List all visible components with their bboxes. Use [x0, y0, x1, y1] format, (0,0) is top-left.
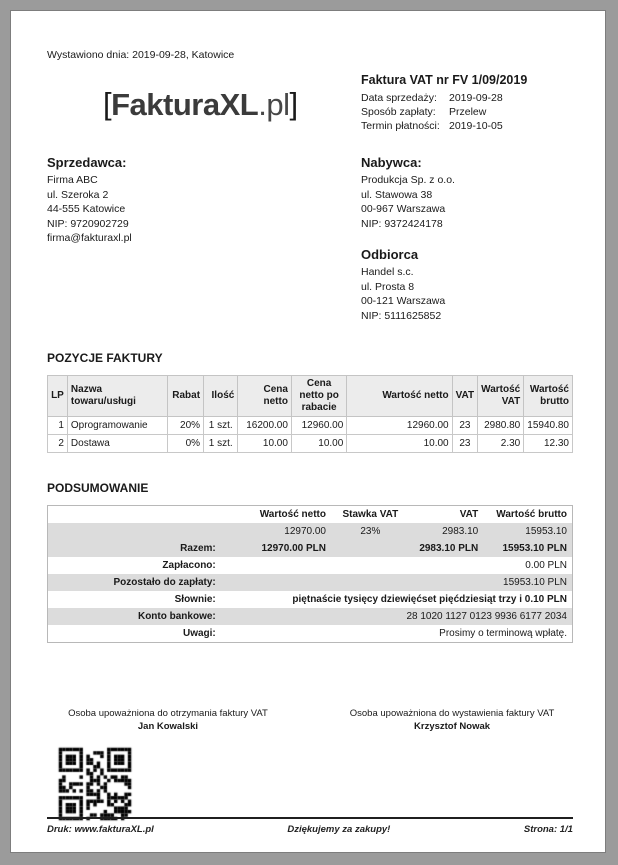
items-column-header: Wartość brutto: [524, 376, 573, 417]
footer-print-info: Druk: www.fakturaXL.pl: [47, 824, 154, 835]
summary-vat-row: [48, 523, 573, 540]
qr-code: [57, 746, 133, 822]
signature-name: Krzysztof Nowak: [414, 721, 491, 732]
items-table-cell: 10.00: [238, 435, 292, 453]
items-table-cell: 15940.80: [524, 417, 573, 435]
summary-bankaccount-row: [48, 608, 573, 625]
party-address-line: NIP: 9372424178: [361, 217, 443, 230]
items-table-cell: 2.30: [478, 435, 524, 453]
recipient-heading: Odbiorca: [361, 247, 419, 262]
summary-inwords-row: [48, 591, 573, 608]
meta-row-payment-method: [361, 105, 573, 119]
items-table-row: [48, 435, 573, 453]
items-table-cell: 10.00: [347, 435, 452, 453]
footer-thanks: Dziękujemy za zakupy!: [287, 824, 391, 835]
logo-tld-text: .pl: [258, 87, 290, 122]
notes-value: Prosimy o terminową wpłatę.: [439, 628, 567, 639]
logo-brand-text: FakturaXL: [111, 87, 259, 122]
items-table-cell: 0%: [167, 435, 203, 453]
meta-label: Termin płatności:: [361, 120, 440, 132]
total-vat: 2983.10 PLN: [419, 543, 479, 554]
logo-bracket-left: [: [103, 86, 112, 121]
items-table-cell: 20%: [167, 417, 203, 435]
summary-paid-row: [48, 557, 573, 574]
items-table-cell: 12.30: [524, 435, 573, 453]
signatures-row: [47, 707, 573, 733]
party-address-line: Handel s.c.: [361, 266, 414, 278]
party-address-line: ul. Stawowa 38: [361, 188, 433, 201]
vat-row-rate: 23%: [360, 526, 381, 537]
items-table-cell: 2: [48, 435, 68, 453]
items-table-cell: 12960.00: [291, 417, 346, 435]
vat-row-gross: 15953.10: [525, 526, 567, 537]
remaining-label: Pozostało do zapłaty:: [113, 577, 216, 588]
party-address-line: 00-967 Warszawa: [361, 203, 446, 215]
items-header-row: [48, 376, 573, 417]
party-address-line: firma@fakturaxl.pl: [47, 232, 132, 244]
logo-bracket-right: ]: [289, 86, 298, 121]
items-column-header: Wartość netto: [347, 376, 452, 417]
summary-section-heading: PODSUMOWANIE: [47, 481, 149, 495]
items-table-head: [48, 376, 573, 417]
paid-label: Zapłacono:: [162, 560, 216, 571]
meta-row-due-date: [361, 119, 573, 133]
notes-label: Uwagi:: [182, 628, 216, 639]
items-column-header: VAT: [452, 376, 478, 417]
paid-value: 0.00 PLN: [525, 560, 567, 571]
summary-table: [47, 505, 573, 643]
seller-heading: Sprzedawca:: [47, 155, 127, 170]
meta-row-sale-date: [361, 91, 573, 105]
items-column-header: Cena netto: [238, 376, 292, 417]
party-address-line: Firma ABC: [47, 174, 98, 186]
total-gross: 15953.10 PLN: [502, 543, 567, 554]
party-address-line: NIP: 9720902729: [47, 217, 129, 230]
items-table-cell: 1: [48, 417, 68, 435]
items-table-row: [48, 417, 573, 435]
signature-issuer: [331, 707, 573, 733]
items-table-cell: 23: [452, 417, 478, 435]
items-column-header: Cena netto po rabacie: [291, 376, 346, 417]
items-table-cell: 1 szt.: [204, 435, 238, 453]
party-address-line: NIP: 5111625852: [361, 309, 442, 322]
items-column-header: Rabat: [167, 376, 203, 417]
items-table-cell: 12960.00: [347, 417, 452, 435]
remaining-value: 15953.10 PLN: [503, 577, 567, 588]
header-row: [47, 63, 573, 133]
summary-col-vat: VAT: [410, 506, 484, 524]
summary-col-rate: Stawka VAT: [331, 506, 410, 524]
items-table-body: [48, 417, 573, 453]
items-column-header: Ilość: [204, 376, 238, 417]
buyer-heading: Nabywca:: [361, 155, 422, 170]
signature-caption: Osoba upoważniona do wystawienia faktury VAT: [349, 708, 555, 719]
summary-col-empty: [48, 506, 221, 524]
meta-label: Data sprzedaży:: [361, 92, 437, 104]
buyer-lines: [361, 173, 573, 231]
meta-value: 2019-10-05: [449, 120, 503, 132]
seller-lines: [47, 173, 361, 246]
meta-label: Sposób zapłaty:: [361, 106, 436, 118]
inwords-label: Słownie:: [174, 594, 216, 605]
items-column-header: LP: [48, 376, 68, 417]
signature-caption: Osoba upoważniona do otrzymania faktury VAT: [68, 708, 268, 719]
items-table-cell: Oprogramowanie: [67, 417, 167, 435]
invoice-meta-block: [361, 73, 573, 133]
party-address-line: 44-555 Katowice: [47, 203, 126, 215]
items-table-cell: 10.00: [291, 435, 346, 453]
summary-header-row: [48, 506, 573, 524]
items-column-header: Nazwa towaru/usługi: [67, 376, 167, 417]
meta-value: Przelew: [449, 106, 487, 118]
items-table-cell: 23: [452, 435, 478, 453]
fakturaxl-logo: [103, 87, 298, 123]
summary-total-row: [48, 540, 573, 557]
items-table-cell: 2980.80: [478, 417, 524, 435]
items-table-cell: Dostawa: [67, 435, 167, 453]
invoice-page: [10, 10, 606, 853]
issued-date-line: Wystawiono dnia: 2019-09-28, Katowice: [47, 49, 235, 61]
summary-notes-row: [48, 625, 573, 643]
items-section-heading: POZYCJE FAKTURY: [47, 351, 163, 365]
signature-receiver: [47, 707, 289, 733]
recipient-lines: [361, 265, 573, 323]
seller-block: [47, 155, 361, 323]
summary-remaining-row: [48, 574, 573, 591]
party-address-line: ul. Prosta 8: [361, 280, 415, 293]
page-footer: [47, 817, 573, 835]
buyer-recipient-column: [361, 155, 573, 323]
total-net: 12970.00 PLN: [261, 543, 326, 554]
invoice-title: Faktura VAT nr FV 1/09/2019: [361, 73, 528, 87]
recipient-block: [361, 247, 573, 323]
footer-page-number: Strona: 1/1: [523, 824, 573, 835]
vat-row-net: 12970.00: [284, 526, 326, 537]
total-label: Razem:: [180, 543, 216, 554]
bankaccount-label: Konto bankowe:: [137, 611, 216, 622]
party-address-line: ul. Szeroka 2: [47, 188, 109, 201]
summary-col-net: Wartość netto: [221, 506, 331, 524]
party-address-line: 00-121 Warszawa: [361, 295, 446, 307]
inwords-value: piętnaście tysięcy dziewięćset pięćdziesiąt trzy i 0.10 PLN: [292, 594, 567, 605]
items-table-cell: 1 szt.: [204, 417, 238, 435]
vat-row-vat: 2983.10: [442, 526, 479, 537]
bankaccount-value: 28 1020 1127 0123 9936 6177 2034: [406, 611, 567, 622]
items-column-header: Wartość VAT: [478, 376, 524, 417]
party-address-line: Produkcja Sp. z o.o.: [361, 174, 455, 186]
meta-value: 2019-09-28: [449, 92, 503, 104]
items-table: [47, 375, 573, 453]
summary-col-gross: Wartość brutto: [483, 506, 572, 524]
parties-row: [47, 155, 573, 323]
buyer-block: [361, 155, 573, 231]
signature-name: Jan Kowalski: [137, 721, 199, 732]
items-table-cell: 16200.00: [238, 417, 292, 435]
